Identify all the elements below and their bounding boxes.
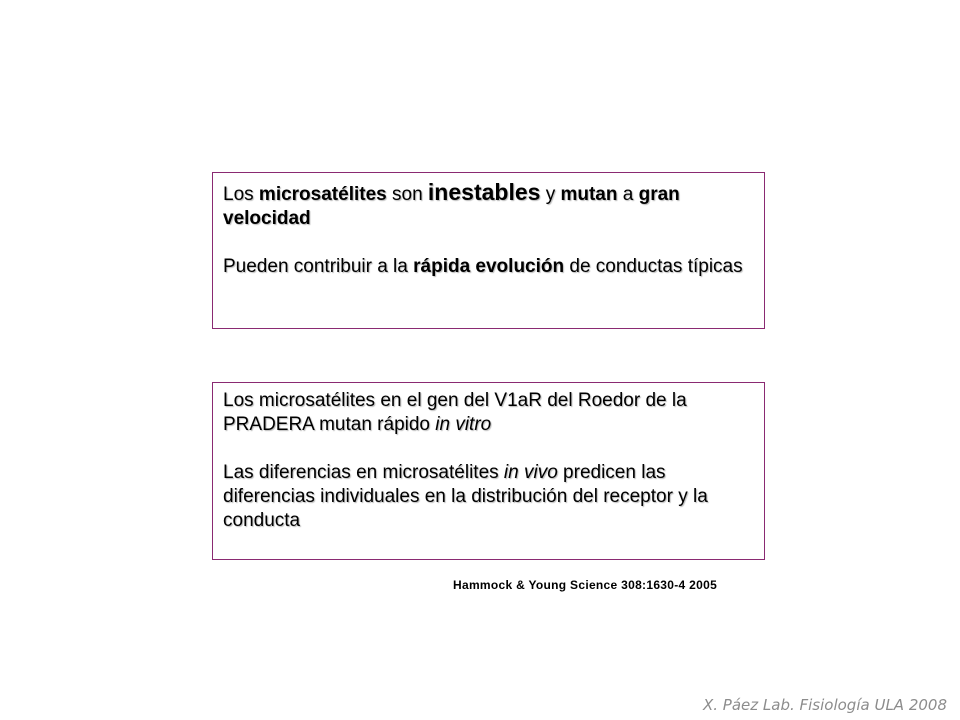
text-run-bold: mutan [560,184,618,205]
text-run: de conductas típicas [564,256,743,277]
citation-reference: Hammock & Young Science 308:1630-4 2005 [453,578,718,592]
text-run: predicen las diferencias individuales en la distribución del receptor y la conducta [223,462,708,531]
text-run: a [617,184,639,205]
text-run-bold: gran velocidad [223,184,680,229]
text-run: Las diferencias en microsatélites [223,462,504,483]
text-run: y [540,184,561,205]
text-box-microsatellites [212,172,765,329]
text-run-bold-large: inestables [427,179,541,205]
text-run-bold: microsatélites [258,184,387,205]
text-run-italic: in vitro [435,414,492,435]
text-box-v1ar-gene [212,382,765,560]
text-run: son [386,184,428,205]
text-run-italic: in vivo [503,462,558,483]
paragraph-evolution [223,255,754,279]
paragraph-instability [223,180,754,231]
text-run: Los microsatélites en el gen del V1aR del Roedor de la PRADERA mutan rápido [223,390,687,435]
text-run: Pueden contribuir a la [223,256,414,277]
paragraph-in-vivo [223,461,754,533]
text-run-bold: rápida evolución [413,256,565,277]
paragraph-in-vitro [223,389,754,437]
text-run: Los [223,184,259,205]
footer-credit: X. Páez Lab. Fisiología ULA 2008 [702,696,947,714]
